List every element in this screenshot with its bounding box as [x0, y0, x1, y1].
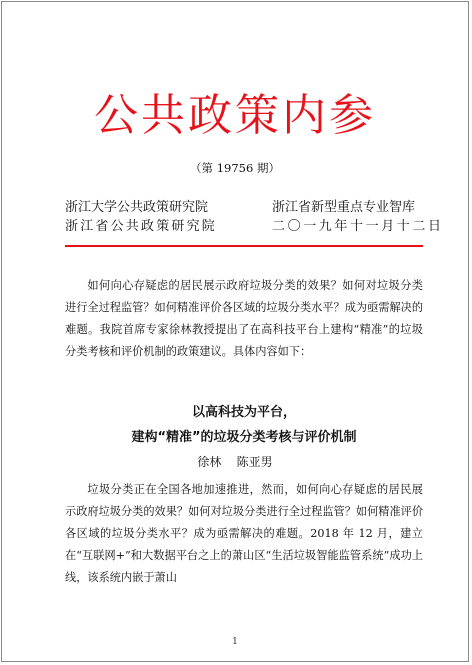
publisher-left: [65, 198, 217, 236]
issue-number: （第 19756 期）: [190, 161, 280, 175]
article-title-line2: 建构“精准”的垃圾分类考核与评价机制: [131, 430, 357, 445]
article-authors: 徐林 陈亚男: [197, 455, 273, 469]
publisher-right-line1: 浙江省新型重点专业智库: [272, 200, 416, 215]
publisher-left-line2: 浙江省公共政策研究院: [65, 219, 218, 234]
page-number: 1: [232, 637, 238, 647]
publisher-left-line1: 浙江大学公共政策研究院: [65, 200, 209, 215]
article-title-line1: 以高科技为平台，: [191, 405, 296, 420]
intro-paragraph: 如何向心存疑虑的居民展示政府垃圾分类的效果？如何对垃圾分类进行全过程监管？如何精准评价各区域的垃圾分类水平？成为亟需解决的难题。我院首席专家徐林教授提出了在高科技平台上建构“精准”的垃圾分类考核和评价机制的政策建议。具体内容如下：: [65, 279, 424, 358]
article-body: [65, 479, 423, 589]
article-paragraph: 垃圾分类正在全国各地加速推进，然而，如何向心存疑虑的居民展示政府垃圾分类的效果？如何对垃圾分类进行全过程监管？如何精准评价各区域的垃圾分类水平？成为亟需解决的难题。2018 年 12 月，建立在“互联网+”和大数据平台之上的萧山区“生活垃圾智能监管系统”成功上线，该系统内嵌于萧山: [65, 483, 424, 584]
publisher-right: [272, 198, 444, 236]
intro-section: [65, 275, 423, 363]
article-title: [65, 400, 423, 450]
red-divider: [65, 245, 423, 247]
publication-date: 二〇一九年十一月十二日: [272, 219, 444, 234]
masthead-title: 公共政策内参: [94, 90, 376, 141]
document-page: [1, 1, 469, 662]
